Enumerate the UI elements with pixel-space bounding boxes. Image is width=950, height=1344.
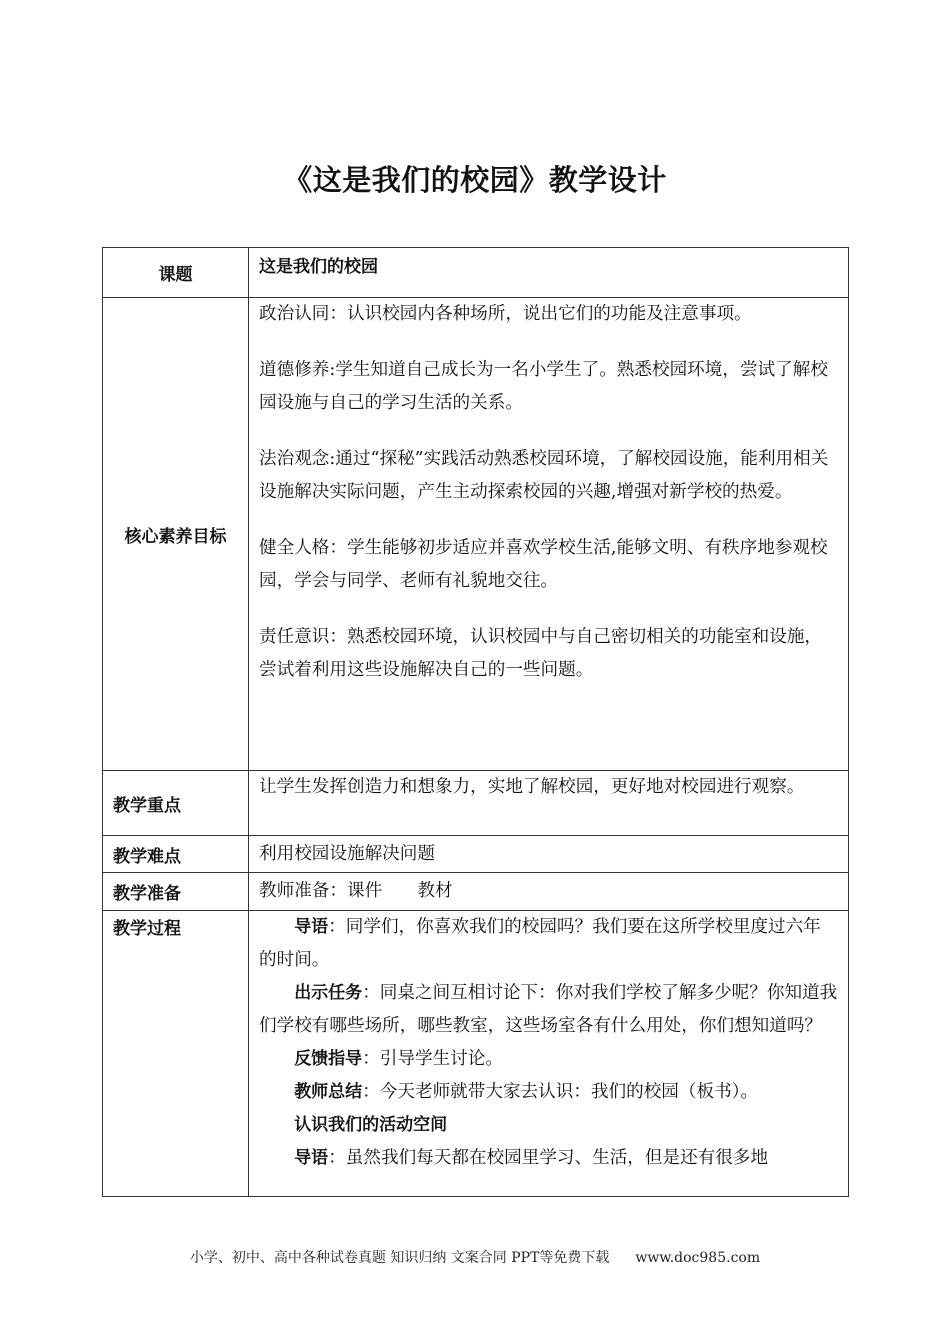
core-goal-morality: 道德修养:学生知道自己成长为一名小学生了。熟悉校园环境，尝试了解校园设施与自己的学习生活的关系。 <box>259 360 828 413</box>
row-prep <box>103 873 849 911</box>
step-text: ：同学们，你喜欢我们的校园吗？我们要在这所学校里度过六年的时间。 <box>259 917 821 970</box>
core-goal-law: 法治观念:通过“探秘”实践活动熟悉校园环境，了解校园设施，能利用相关设施解决实际问题，产生主动探索校园的兴趣,增强对新学校的热爱。 <box>259 449 829 502</box>
process-step <box>259 911 838 977</box>
label-prep: 教学准备 <box>103 873 249 911</box>
core-goal-politics: 政治认同：认识校园内各种场所，说出它们的功能及注意事项。 <box>259 304 752 324</box>
label-topic: 课题 <box>103 248 249 298</box>
value-difficulty: 利用校园设施解决问题 <box>249 836 849 873</box>
label-process: 教学过程 <box>103 911 249 1197</box>
row-key <box>103 771 849 836</box>
process-step <box>259 1043 838 1076</box>
process-section-heading <box>259 1109 838 1142</box>
footer-url[interactable]: www.doc985.com <box>635 1250 761 1266</box>
row-process <box>103 911 849 1197</box>
step-text: ：同桌之间互相讨论下：你对我们学校了解多少呢？你知道我们学校有哪些场所，哪些教室，这些场室各有什么用处，你们想知道吗？ <box>259 983 838 1036</box>
process-step <box>259 1142 838 1175</box>
step-label: 反馈指导 <box>294 1049 363 1069</box>
value-key: 让学生发挥创造力和想象力，实地了解校园，更好地对校园进行观察。 <box>249 771 849 836</box>
lesson-plan-table <box>102 247 849 1197</box>
page-footer <box>0 1247 950 1267</box>
value-process <box>249 911 849 1197</box>
value-topic: 这是我们的校园 <box>249 248 849 298</box>
row-core <box>103 298 849 771</box>
step-label: 出示任务 <box>294 983 363 1003</box>
step-text: ：虽然我们每天都在校园里学习、生活，但是还有很多地 <box>328 1148 769 1168</box>
core-goal-personality: 健全人格：学生能够初步适应并喜欢学校生活,能够文明、有秩序地参观校园，学会与同学、老师有礼貌地交往。 <box>259 538 828 591</box>
step-label: 认识我们的活动空间 <box>294 1115 448 1135</box>
row-difficulty <box>103 836 849 873</box>
footer-text: 小学、初中、高中各种试卷真题 知识归纳 文案合同 PPT等免费下载 <box>189 1250 610 1266</box>
process-step <box>259 1076 838 1109</box>
label-difficulty: 教学难点 <box>103 836 249 873</box>
value-prep: 教师准备：课件 教材 <box>249 873 849 911</box>
process-step <box>259 977 838 1043</box>
step-text: ：引导学生讨论。 <box>362 1049 503 1069</box>
core-goal-responsibility: 责任意识：熟悉校园环境，认识校园中与自己密切相关的功能室和设施，尝试着利用这些设施解决自己的一些问题。 <box>259 627 823 680</box>
step-label: 导语 <box>294 1148 329 1168</box>
document-title: 《这是我们的校园》教学设计 <box>283 163 667 197</box>
step-label: 导语 <box>294 917 329 937</box>
step-label: 教师总结 <box>294 1082 363 1102</box>
label-core: 核心素养目标 <box>103 298 249 771</box>
row-topic <box>103 248 849 298</box>
value-core <box>249 298 849 771</box>
step-text: ：今天老师就带大家去认识：我们的校园（板书）。 <box>362 1082 759 1102</box>
label-key: 教学重点 <box>103 771 249 836</box>
